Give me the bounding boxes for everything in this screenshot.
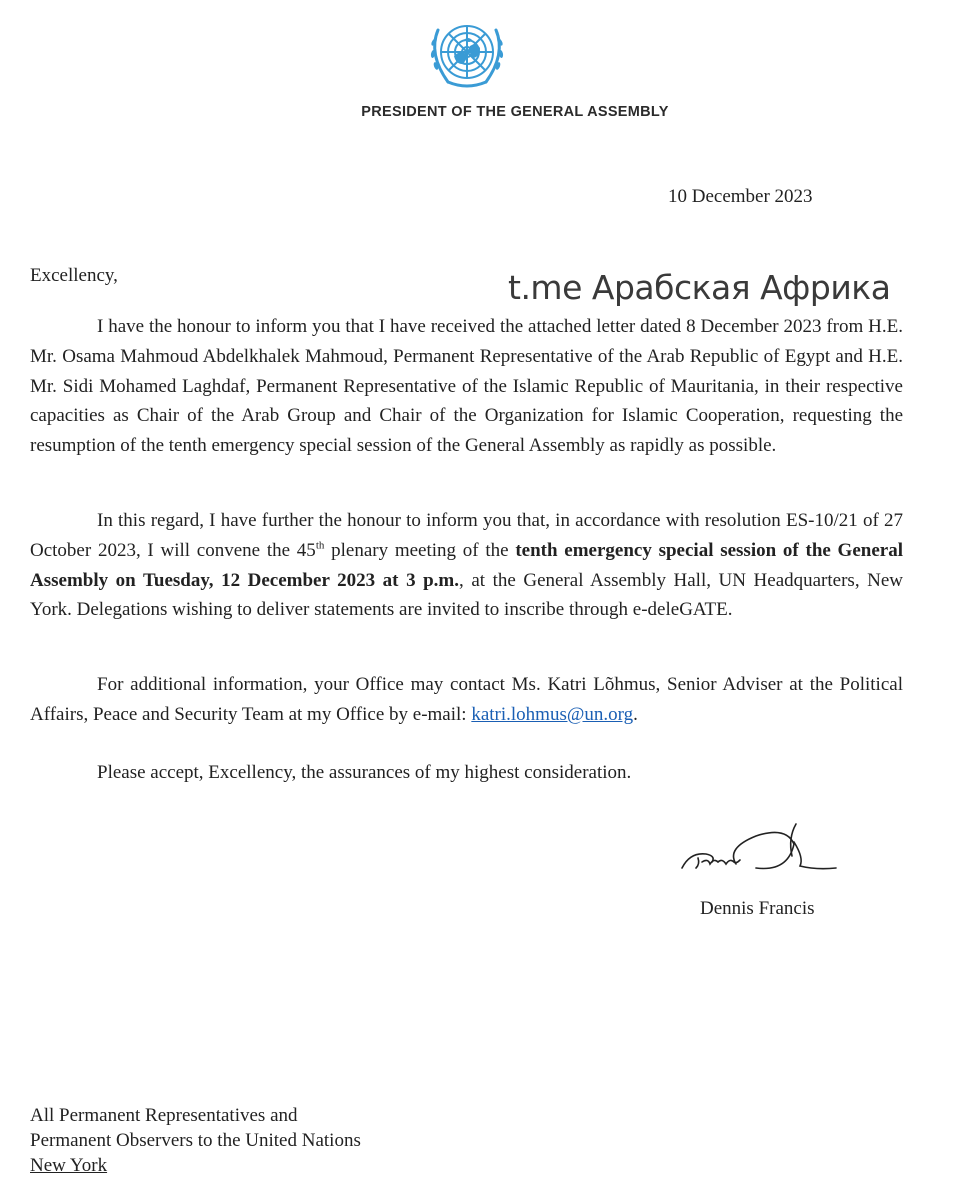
paragraph-1: I have the honour to inform you that I have received the attached letter dated 8 December 2023 from H.E. Mr. Osama Mahmoud Abdelkhalek Mahmoud, Permanent Representative of the Arab Republic of Egypt and H.E. Mr. Sidi Mohamed Laghdaf, Permanent Representative of the Islamic Republic of Mauritania, in their respective capacities as Chair of the Arab Group and Chair of the Organization for Islamic Cooperation, requesting the resumption of the tenth emergency special session of the General Assembly as rapidly as possible. xyxy=(30,316,903,457)
paragraph-3-end: . xyxy=(633,703,638,725)
letter-date: 10 December 2023 xyxy=(668,186,813,207)
closing-paragraph: Please accept, Excellency, the assurances of my highest consideration. xyxy=(97,762,632,783)
paragraph-2 xyxy=(30,506,903,625)
recipients-line-1: All Permanent Representatives and xyxy=(30,1105,298,1126)
paragraph-2-text: In this regard, I have further the honour to inform you that, in accordance with resolution ES-10/21 of 27 October 2023, I will convene the 45 xyxy=(30,510,903,561)
watermark: t.me Арабская Африка xyxy=(508,268,891,307)
signature xyxy=(676,818,856,888)
un-emblem-icon xyxy=(424,16,510,92)
ordinal-suffix: th xyxy=(315,539,325,552)
recipients-location: New York xyxy=(30,1155,108,1176)
paragraph-3-text: For additional information, your Office may contact Ms. Katri Lõhmus, Senior Adviser at the Political Affairs, Peace and Security Team at my Office by e-mail: xyxy=(30,674,903,725)
paragraph-2-text: plenary meeting of the xyxy=(324,539,516,561)
meeting-details-bold: tenth emergency special session of the General Assembly on Tuesday, 12 December 2023 at 3 p.m. xyxy=(30,539,903,591)
signer-name: Dennis Francis xyxy=(700,898,815,919)
recipients-block xyxy=(30,1103,361,1178)
paragraph-3 xyxy=(30,670,903,730)
letterhead-title-text: PRESIDENT OF THE GENERAL ASSEMBLY xyxy=(361,104,669,120)
paragraph-2-text: , at the General Assembly Hall, UN Headquarters, New York. Delegations wishing to deliver statements are invited to inscribe through e-deleGATE. xyxy=(30,569,903,621)
recipients-line-2: Permanent Observers to the United Nations xyxy=(30,1130,361,1151)
salutation: Excellency, xyxy=(30,265,118,286)
email-link[interactable]: katri.lohmus@un.org xyxy=(471,703,634,725)
letterhead-title xyxy=(0,104,974,120)
